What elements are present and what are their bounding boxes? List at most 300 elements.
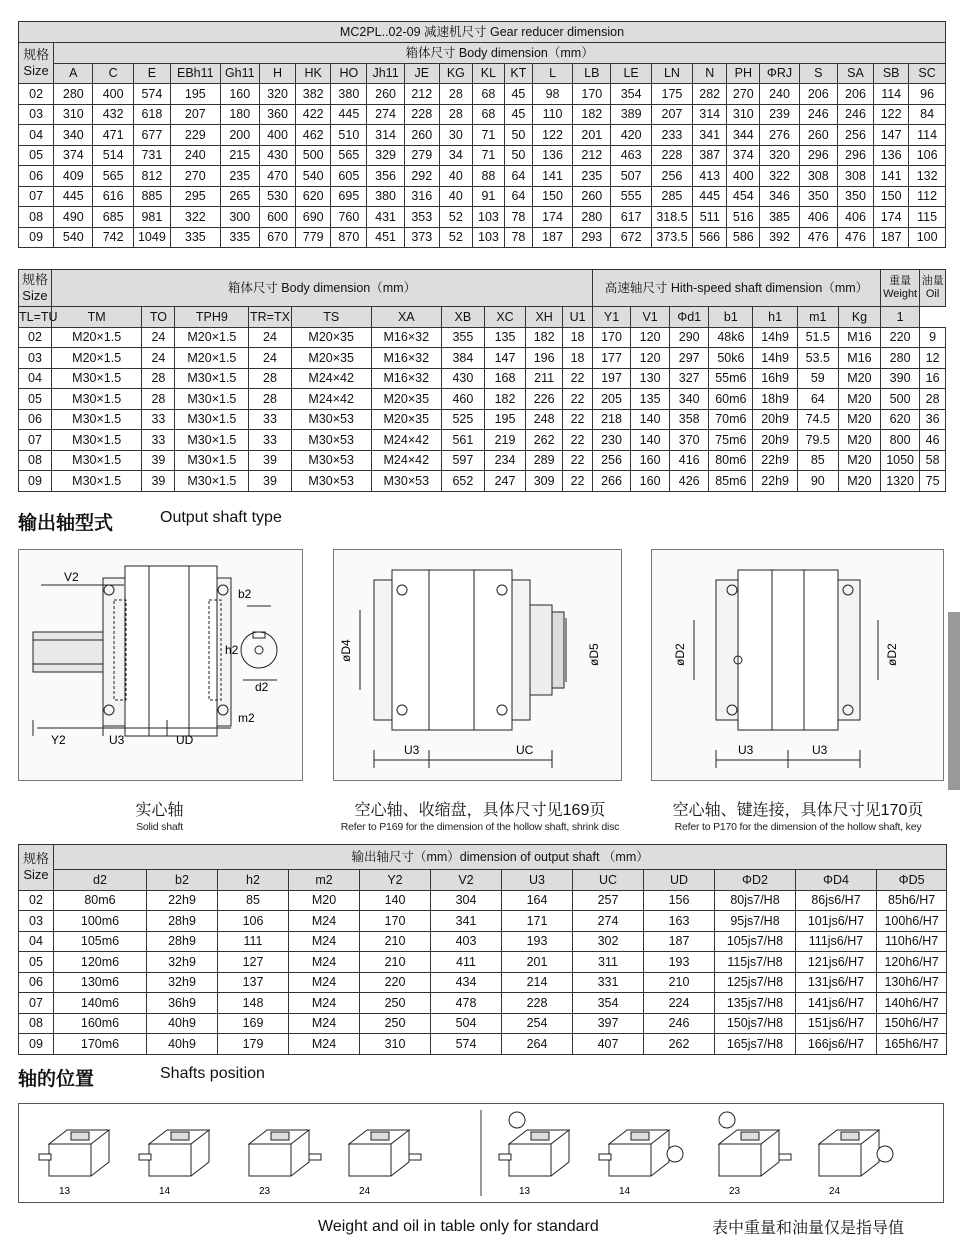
table-row (19, 931, 947, 952)
table-cell: 228 (502, 993, 573, 1014)
table-cell: 293 (573, 227, 611, 248)
table-cell: 310 (360, 1034, 431, 1055)
table-cell: M24 (289, 993, 360, 1014)
table-cell: 210 (644, 972, 715, 993)
gear-reducer-dimension-table (18, 21, 946, 248)
table-cell: 85 (218, 890, 289, 911)
table-cell: 60m6 (709, 389, 753, 410)
table-cell: 240 (171, 145, 221, 166)
key-caption-en: Refer to P170 for the dimension of the hollow shaft, key (674, 821, 922, 833)
column-header: LN (651, 63, 692, 84)
table-cell: 53.5 (797, 348, 838, 369)
table-cell: 403 (431, 931, 502, 952)
table-cell: 346 (760, 186, 799, 207)
table-cell: 279 (404, 145, 439, 166)
shaft-position-icon (39, 1130, 109, 1176)
table-cell: 262 (644, 1034, 715, 1055)
oil-header: 油量 Oil (920, 270, 946, 307)
table-cell: 131js6/H7 (796, 972, 877, 993)
size-cell: 09 (19, 471, 52, 492)
column-header: UC (573, 870, 644, 891)
table-cell: 197 (593, 368, 631, 389)
column-header: HO (331, 63, 367, 84)
table-cell: M30×1.5 (51, 389, 142, 410)
table-cell: 33 (249, 409, 291, 430)
column-header: XB (441, 307, 484, 328)
column-header: Gh11 (220, 63, 259, 84)
table-row (19, 890, 947, 911)
table-cell: 384 (441, 348, 484, 369)
table-cell: 264 (502, 1034, 573, 1055)
table-cell: 320 (760, 145, 799, 166)
column-header: XH (526, 307, 563, 328)
table-cell: 219 (484, 430, 525, 451)
table-cell: 106 (909, 145, 946, 166)
column-header: LB (573, 63, 611, 84)
table-cell: 239 (760, 104, 799, 125)
table-cell: 617 (611, 207, 651, 228)
table-cell: 335 (171, 227, 221, 248)
shrink-disc-caption-cn: 空心轴、收缩盘，具体尺寸见169页 (354, 802, 606, 819)
size-cell: 06 (19, 409, 52, 430)
table-cell: 170 (360, 911, 431, 932)
table-cell: 981 (133, 207, 170, 228)
table-cell: M16×32 (371, 368, 441, 389)
table-cell: 147 (484, 348, 525, 369)
table-cell: 141js6/H7 (796, 993, 877, 1014)
table-cell: 36 (920, 409, 946, 430)
column-header: Y2 (360, 870, 431, 891)
table-cell: 430 (259, 145, 295, 166)
column-header: A (54, 63, 93, 84)
table-cell: 354 (573, 993, 644, 1014)
table-cell: 79.5 (797, 430, 838, 451)
table-cell: 22h9 (147, 890, 218, 911)
label-ud: UD (176, 733, 194, 747)
table-cell: 1050 (881, 450, 920, 471)
shaft-position-icon (499, 1112, 569, 1176)
table-cell: 257 (573, 890, 644, 911)
output-shaft-header: 输出轴尺寸（mm）dimension of output shaft （mm） (54, 845, 947, 870)
size-cell: 03 (19, 104, 54, 125)
table-cell: 180 (220, 104, 259, 125)
table-cell: 229 (171, 125, 221, 146)
table-cell: 308 (799, 166, 837, 187)
table-cell: 22 (563, 368, 593, 389)
table-cell: M20 (838, 368, 880, 389)
table-cell: 127 (218, 952, 289, 973)
table-cell: M30×1.5 (51, 368, 142, 389)
table-cell: 430 (441, 368, 484, 389)
column-header: KG (439, 63, 472, 84)
table-cell: 170 (593, 327, 631, 348)
table-cell: 254 (502, 1013, 573, 1034)
table-cell: 420 (611, 125, 651, 146)
table-row (19, 145, 946, 166)
size-cell: 05 (19, 389, 52, 410)
table-cell: 135 (631, 389, 670, 410)
table-cell: 652 (441, 471, 484, 492)
output-shaft-title-en: Output shaft type (160, 509, 282, 526)
table-cell: 329 (367, 145, 404, 166)
table-cell: 214 (502, 972, 573, 993)
table-cell: 574 (431, 1034, 502, 1055)
table-cell: 136 (532, 145, 572, 166)
table-cell: 51.5 (797, 327, 838, 348)
solid-shaft-caption-cn: 实心轴 (135, 802, 184, 819)
table-cell: 40h9 (147, 1034, 218, 1055)
body-and-shaft-table (18, 269, 946, 492)
column-header: TL=TU (19, 307, 52, 328)
table-cell: 50 (504, 145, 532, 166)
table-cell: 90 (797, 471, 838, 492)
table-cell: 314 (367, 125, 404, 146)
table-cell: 46 (920, 430, 946, 451)
table-cell: M24 (289, 1034, 360, 1055)
table-row (19, 993, 947, 1014)
column-header: b1 (709, 307, 753, 328)
table-cell: 246 (644, 1013, 715, 1034)
table-cell: 39 (142, 450, 175, 471)
table-cell: 316 (404, 186, 439, 207)
column-header: TR=TX (249, 307, 291, 328)
table-cell: 187 (874, 227, 909, 248)
footer-note-cn: 表中重量和油量仅是指导值 (712, 1220, 905, 1237)
table-cell: 422 (296, 104, 331, 125)
column-header: UD (644, 870, 715, 891)
table-cell: 150 (532, 186, 572, 207)
table-cell: 400 (259, 125, 295, 146)
table-cell: 373.5 (651, 227, 692, 248)
table-cell: 400 (727, 166, 760, 187)
table-cell: 262 (526, 430, 563, 451)
table-cell: 165js7/H8 (715, 1034, 796, 1055)
column-header: E (133, 63, 170, 84)
table-cell: 218 (593, 409, 631, 430)
table-cell: 140 (631, 430, 670, 451)
table-cell: 540 (54, 227, 93, 248)
size-header: 规格 Size (19, 43, 54, 84)
table-cell: M30×53 (371, 471, 441, 492)
column-header: 1 (881, 307, 920, 328)
table-cell: 36h9 (147, 993, 218, 1014)
table-cell: 618 (133, 104, 170, 125)
table-cell: 135 (484, 327, 525, 348)
table-cell: 374 (54, 145, 93, 166)
shaft-position-icon (599, 1130, 683, 1176)
table-cell: 470 (259, 166, 295, 187)
table-cell: 171 (502, 911, 573, 932)
table-cell: 397 (573, 1013, 644, 1034)
table-cell: 206 (799, 84, 837, 105)
table-cell: 24 (142, 327, 175, 348)
table-cell: 130 (631, 368, 670, 389)
size-cell: 08 (19, 450, 52, 471)
table-cell: 111js6/H7 (796, 931, 877, 952)
size-cell: 08 (19, 1013, 54, 1034)
shaft-position-icon (719, 1112, 791, 1176)
shaft-position-label: 24 (829, 1186, 841, 1197)
table-cell: 510 (331, 125, 367, 146)
label-h2: h2 (225, 643, 239, 657)
table-cell: 135js7/H8 (715, 993, 796, 1014)
table-cell: 207 (171, 104, 221, 125)
table-cell: M16×32 (371, 327, 441, 348)
table-cell: 28h9 (147, 931, 218, 952)
table-cell: 514 (93, 145, 133, 166)
table-cell: 240 (760, 84, 799, 105)
table-cell: 800 (881, 430, 920, 451)
table-cell: 114 (874, 84, 909, 105)
column-header: U1 (563, 307, 593, 328)
table-row (19, 1013, 947, 1034)
body-dimension-header: 箱体尺寸 Body dimension（mm） (54, 43, 946, 64)
table-cell: 100m6 (54, 911, 147, 932)
size-cell: 05 (19, 952, 54, 973)
table-cell: 101js6/H7 (796, 911, 877, 932)
table-cell: 22 (563, 409, 593, 430)
column-header: S (799, 63, 837, 84)
table-row (19, 166, 946, 187)
table-cell: 265 (220, 186, 259, 207)
column-header: PH (727, 63, 760, 84)
table-cell: 389 (611, 104, 651, 125)
table-cell: 50k6 (709, 348, 753, 369)
table-cell: 234 (484, 450, 525, 471)
table-cell: 16h9 (753, 368, 797, 389)
table-cell: 413 (693, 166, 727, 187)
table-cell: 250 (360, 1013, 431, 1034)
table-cell: 136 (874, 145, 909, 166)
table-cell: 40h9 (147, 1013, 218, 1034)
table-cell: 385 (760, 207, 799, 228)
table-cell: 112 (909, 186, 946, 207)
table-cell: 33 (142, 430, 175, 451)
table-cell: 160 (220, 84, 259, 105)
table-cell: 246 (837, 104, 873, 125)
table-cell: 39 (249, 450, 291, 471)
table-cell: 407 (573, 1034, 644, 1055)
table-cell: 30 (439, 125, 472, 146)
table-cell: M30×1.5 (175, 430, 249, 451)
table-cell: M24 (289, 972, 360, 993)
table-cell: 670 (259, 227, 295, 248)
table-row (19, 368, 946, 389)
table-cell: 390 (881, 368, 920, 389)
table-cell: M30×1.5 (51, 471, 142, 492)
column-header: TPH9 (175, 307, 249, 328)
table-cell: M30×1.5 (175, 409, 249, 430)
shafts-position-title-en: Shafts position (160, 1065, 265, 1082)
table-cell: 454 (727, 186, 760, 207)
shafts-position-panel (18, 1103, 944, 1203)
table-row (19, 104, 946, 125)
table-cell: 224 (644, 993, 715, 1014)
column-header: V1 (631, 307, 670, 328)
table-cell: 148 (218, 993, 289, 1014)
table-cell: 170 (573, 84, 611, 105)
table-cell: 341 (431, 911, 502, 932)
column-header: h1 (753, 307, 797, 328)
table-cell: 731 (133, 145, 170, 166)
table-cell: 432 (93, 104, 133, 125)
table-cell: M30×1.5 (51, 450, 142, 471)
table-cell: 471 (93, 125, 133, 146)
table-cell: 182 (526, 327, 563, 348)
table-cell: 75m6 (709, 430, 753, 451)
table-cell: 354 (611, 84, 651, 105)
body-dimension-header: 箱体尺寸 Body dimension（mm） (51, 270, 592, 307)
table-cell: 114 (909, 125, 946, 146)
table-cell: 40 (439, 166, 472, 187)
table-cell: 80m6 (709, 450, 753, 471)
column-header: Kg (838, 307, 880, 328)
table-cell: 205 (593, 389, 631, 410)
table-row (19, 972, 947, 993)
table-cell: 120 (631, 327, 670, 348)
table-cell: 50 (504, 125, 532, 146)
table-row (19, 227, 946, 248)
key-caption-cn: 空心轴、键连接，具体尺寸见170页 (672, 802, 924, 819)
table-cell: 106 (218, 911, 289, 932)
table-cell: 695 (331, 186, 367, 207)
size-header: 规格 Size (19, 845, 54, 891)
table-cell: 416 (670, 450, 709, 471)
table-cell: 212 (573, 145, 611, 166)
table-cell: M20 (289, 890, 360, 911)
table-cell: 320 (259, 84, 295, 105)
table-cell: 110 (532, 104, 572, 125)
table-cell: 1049 (133, 227, 170, 248)
table-cell: 200 (220, 125, 259, 146)
table-cell: M30×53 (291, 450, 371, 471)
table-cell: 308 (837, 166, 873, 187)
table-cell: 175 (651, 84, 692, 105)
table-cell: 290 (670, 327, 709, 348)
table-cell: 130h6/H7 (877, 972, 947, 993)
table-cell: 274 (367, 104, 404, 125)
table-cell: 150 (874, 186, 909, 207)
table-cell: 296 (799, 145, 837, 166)
table-cell: 32h9 (147, 952, 218, 973)
table-cell: 434 (431, 972, 502, 993)
table-cell: M30×1.5 (175, 368, 249, 389)
table-cell: 22h9 (753, 450, 797, 471)
table-row (19, 186, 946, 207)
column-header: m1 (797, 307, 838, 328)
table-cell: 20h9 (753, 430, 797, 451)
table-cell: 80js7/H8 (715, 890, 796, 911)
table-cell: 12 (920, 348, 946, 369)
table-cell: 525 (441, 409, 484, 430)
table-cell: 18h9 (753, 389, 797, 410)
table-cell: M16 (838, 348, 880, 369)
table-cell: 64 (504, 186, 532, 207)
size-cell: 04 (19, 125, 54, 146)
table-cell: 220 (881, 327, 920, 348)
table-cell: 156 (644, 890, 715, 911)
table-cell: 220 (360, 972, 431, 993)
table-cell: 309 (526, 471, 563, 492)
table-cell: 235 (573, 166, 611, 187)
table-cell: 64 (797, 389, 838, 410)
table-cell: 195 (484, 409, 525, 430)
table-cell: 52 (439, 227, 472, 248)
table-row (19, 471, 946, 492)
column-header: ΦRJ (760, 63, 799, 84)
size-cell: 04 (19, 368, 52, 389)
table-cell: 151js6/H7 (796, 1013, 877, 1034)
table-cell: 311 (573, 952, 644, 973)
table-cell: 59 (797, 368, 838, 389)
label-u3-right: U3 (812, 743, 828, 757)
table-cell: 295 (171, 186, 221, 207)
table-cell: 426 (670, 471, 709, 492)
table-cell: 86js6/H7 (796, 890, 877, 911)
table-cell: 103 (472, 227, 504, 248)
size-cell: 06 (19, 166, 54, 187)
table-cell: 122 (532, 125, 572, 146)
column-header: EBh11 (171, 63, 221, 84)
table-cell: 71 (472, 145, 504, 166)
shaft-position-label: 23 (729, 1186, 741, 1197)
column-header: LE (611, 63, 651, 84)
size-cell: 02 (19, 84, 54, 105)
size-cell: 05 (19, 145, 54, 166)
table-cell: 193 (644, 952, 715, 973)
table-cell: 58 (920, 450, 946, 471)
table-row (19, 327, 946, 348)
table-cell: 341 (693, 125, 727, 146)
table-cell: 130m6 (54, 972, 147, 993)
table-cell: 685 (93, 207, 133, 228)
table-cell: 451 (367, 227, 404, 248)
table-cell: 68 (472, 84, 504, 105)
output-shaft-title-cn: 输出轴型式 (18, 513, 114, 534)
table-cell: 100h6/H7 (877, 911, 947, 932)
table-cell: 270 (171, 166, 221, 187)
table-cell: 260 (573, 186, 611, 207)
table-cell: 28 (249, 389, 291, 410)
table-cell: 335 (220, 227, 259, 248)
table-cell: 174 (532, 207, 572, 228)
table-cell: 147 (874, 125, 909, 146)
table-cell: M30×1.5 (175, 471, 249, 492)
table-cell: 812 (133, 166, 170, 187)
label-d2-left: øD2 (673, 643, 687, 666)
table-cell: M24×42 (371, 450, 441, 471)
table-cell: 45 (504, 104, 532, 125)
table-cell: 115js7/H8 (715, 952, 796, 973)
label-y2: Y2 (51, 733, 66, 747)
table-cell: 597 (441, 450, 484, 471)
table-row (19, 207, 946, 228)
table-cell: 373 (404, 227, 439, 248)
table-cell: 40 (439, 186, 472, 207)
table-cell: 91 (472, 186, 504, 207)
table-cell: 52 (439, 207, 472, 228)
table-cell: 80m6 (54, 890, 147, 911)
table-row (19, 1034, 947, 1055)
table-cell: 16 (920, 368, 946, 389)
column-header: V2 (431, 870, 502, 891)
table-cell: M30×53 (291, 430, 371, 451)
table-cell: 540 (296, 166, 331, 187)
table-cell: 300 (220, 207, 259, 228)
column-header: SA (837, 63, 873, 84)
table-cell: 64 (504, 166, 532, 187)
table-cell: 70m6 (709, 409, 753, 430)
